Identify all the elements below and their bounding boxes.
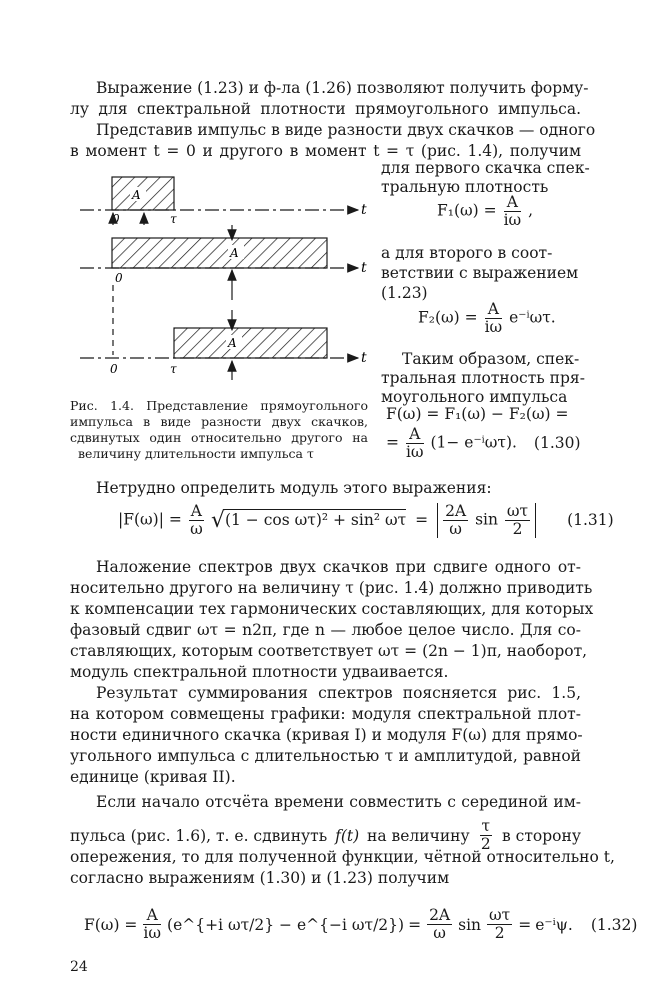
text-line: ветствии с выражением [381,264,579,282]
pulse-label: A [228,336,237,350]
text-line: для первого скачка спек- [381,159,590,177]
text-line: Нетрудно определить модуль этого выражения: [96,479,492,497]
eq-equals: = [415,510,429,529]
axis-label: t [361,350,367,366]
text-line: (1.23) [381,284,428,302]
text-line: Результат суммирования спектров поясняется рис. 1.5, [96,684,581,702]
sqrt-sign: √ [210,508,225,533]
text-line: тральная плотность пря- [381,369,585,387]
equation-f2 [418,301,556,336]
text-line: модуль спектральной плотности удваивается. [70,663,449,681]
equation-130-line2 [386,426,581,461]
eq-tail: (1− e⁻ⁱωτ). [430,433,517,452]
text-line: моугольного импульса [381,388,568,406]
fraction: $\frac{A}{\omega}$ [190,502,203,538]
equation-130-line1: F(ω) = F₁(ω) − F₂(ω) = [386,405,569,423]
text-line: пульса (рис. 1.6), т. е. сдвинуть f(t) на величину $\frac{\tau}{2}$ в сторону [70,817,581,853]
text-line: а для второго в соот- [381,244,553,262]
eq-tail: , [528,201,534,220]
tick-zero: 0 [112,212,120,226]
text-line: на котором совмещены графики: модуля спектральной плот- [70,705,581,723]
text-line: опережения, то для полученной функции, чётной относительно t, [70,848,615,866]
tick-tau: τ [170,362,177,376]
text-line: согласно выражениям (1.30) и (1.23) получим [70,869,450,887]
equation-132: F(ω) = $\frac{A}{i\omega}$ (e^{+i ωτ/2} − e^{−i ωτ/2}) = $\frac{2A}{\omega}$ sin $\frac{\omega\tau}{2}$ = e⁻ⁱψ. (1.32) [84,906,638,942]
equation-131 [118,503,614,538]
tick-tau: τ [170,212,177,226]
text-line: Выражение (1.23) и ф-ла (1.26) позволяют получить форму- [96,79,589,97]
axis-label: t [361,202,367,218]
text-line: носительно другого на величину τ (рис. 1.4) должно приводить [70,579,593,597]
figure-caption: импульса в виде разности двух скачков, [70,414,368,429]
equation-number: (1.32) [590,915,638,934]
figure-caption: Рис. 1.4. Представление прямоугольного [70,398,368,413]
text-line: лу для спектральной плотности прямоугольного импульса. [70,100,581,118]
text-line: в момент t = 0 и другого в момент t = τ (рис. 1.4), получим [70,142,581,160]
text-line: Представив импульс в виде разности двух скачков — одного [96,121,596,139]
eq-lhs: F₂(ω) = [418,308,478,327]
eq-pre: = [386,433,399,452]
fraction: $\frac{A}{i\omega}$ [503,193,522,229]
text-line: фазовый сдвиг ωτ = n2π, где n — любое целое число. Для со- [70,621,581,639]
equation-f1 [437,194,533,229]
step-rect-2 [174,328,327,358]
sqrt-radicand: (1 − cos ωτ)² + sin² ωτ [224,510,407,529]
figure-caption: сдвинутых один относительно другого на [70,430,368,445]
text-line: Если начало отсчёта времени совместить с серединой им- [96,793,581,811]
text-line: ставляющих, которым соответствует ωτ = (2n − 1)π, наоборот, [70,642,588,660]
text-line: к компенсации тех гармонических составляющих, для которых [70,600,594,618]
abs-value: $\frac{2A}{\omega}$ sin $\frac{\omega\tau}{2}$ [437,503,536,538]
tick-zero: 0 [115,271,123,285]
step-rect-1 [112,238,327,268]
pulse-label: A [230,246,239,260]
page-number: 24 [70,959,88,975]
fraction: $\frac{A}{i\omega}$ [405,425,424,461]
eq-lhs: |F(ω)| = [118,510,182,529]
tick-zero: 0 [110,362,118,376]
axis-label: t [361,260,367,276]
figure-1-4 [70,165,370,380]
text-line: тральную плотность [381,178,549,196]
eq-lhs: F₁(ω) = [437,201,497,220]
text-line: Таким образом, спек- [402,350,580,368]
figure-caption: величину длительности импульса τ [78,446,314,461]
fraction: $\frac{A}{i\omega}$ [484,300,503,336]
equation-number: (1.31) [567,510,614,529]
text-line: угольного импульса с длительностью τ и амплитудой, равной [70,747,581,765]
text-line: единице (кривая II). [70,768,236,786]
eq-tail: e⁻ⁱωτ. [509,308,556,327]
text-line: Наложение спектров двух скачков при сдвиге одного от- [96,558,581,576]
text-line: ности единичного скачка (кривая I) и модуля F(ω) для прямо- [70,726,583,744]
equation-number: (1.30) [533,433,581,452]
pulse-label: A [132,188,141,202]
